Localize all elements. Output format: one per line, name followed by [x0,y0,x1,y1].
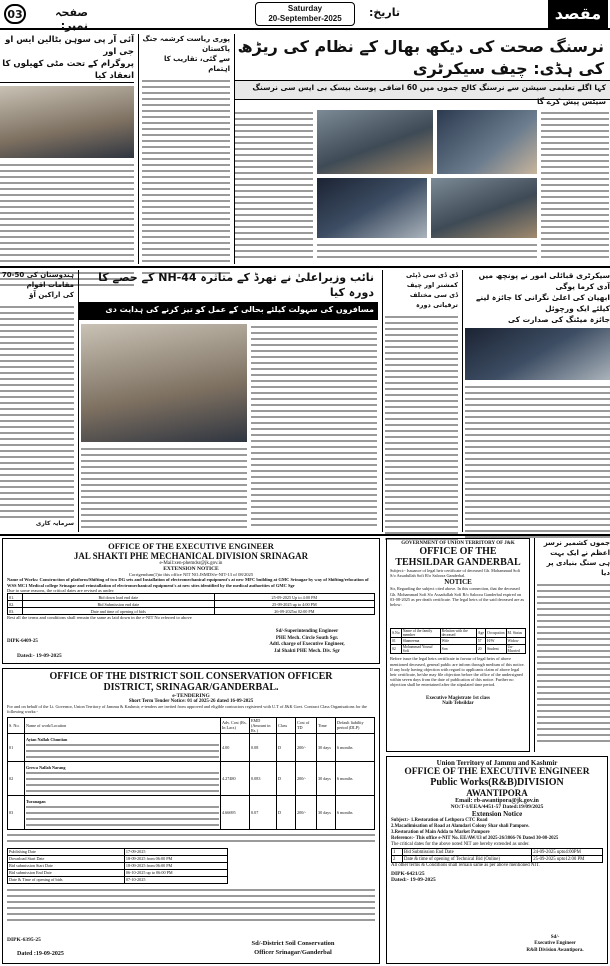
mid-left-head3: سرمایہ کاری [35,520,74,527]
ad4-ut: Union Territory of Jammu and Kashmir [436,759,558,767]
news-col-2-headline: پوری ریاست کرشمہ جنگ پاکستان [142,35,230,53]
ad4-item-4: Reference:- This office e-NIT No. EE/AW/13 of 2025-26/3866-76 Dated 30-08-2025 [391,836,559,841]
table-cell: 30 days [317,761,336,795]
lead-story [234,34,610,264]
table-cell: Bid down load end date [23,594,215,601]
table-cell: 24-09-2025 upto4:00PM [532,849,603,856]
lead-headline: نرسنگ صحت کی دیکھ بھال کے نظام کی ریڑھ کی ہڈی: چیف سیکرٹری [237,37,604,78]
table-cell: 06-10-2025 up to 06:00 PM [124,869,227,876]
ad4-nit: NO:T-1/EEA/4451-57 Dated:19/09/2025 [450,804,544,810]
ad-pwd-awantipora [386,756,608,964]
ad3-title: OFFICE OF THE [419,546,497,557]
side-right-text [537,582,610,742]
lead-photo-3 [317,178,427,238]
ad4-notice: Extension Notice [471,810,523,818]
ad2-title2: DISTRICT, SRINAGAR/GANDERBAL. [103,682,279,693]
ad3-subject: Subject:- Issuance of legal heir certificate of deceased Gh. Mohammad Sofi S/o Assadullah Sofi R/o Saloora Ganderbal. [390,568,521,579]
center-small-text [385,314,458,542]
lead-text-bottom [317,242,537,260]
table-row [392,856,603,863]
news-col-2-text [142,78,230,278]
table-cell: Bid submission Start Date [8,862,125,869]
ad4-ref: DIPK-6421/25 [391,871,425,877]
ad1-sign1: Sd/-Superintending Engineer [275,629,339,634]
table-header-cell: S. No. [8,717,25,733]
work-description [26,804,219,826]
ad3-gov: GOVERNMENT OF UNION TERRITORY OF J&K [401,541,515,546]
table-cell: 4.27480 [221,761,250,795]
table-cell: Bid Submission end date [23,601,215,608]
table-cell: 26-09-2025at 02:00 PM [214,608,374,615]
table-header-cell: M. Status [506,629,525,638]
table-cell [25,761,221,795]
table-header-cell: Class [277,717,296,733]
table-cell: 01 [8,733,25,761]
ad4-title3: AWANTIPORA [466,788,528,798]
table-cell: D [277,795,296,829]
center-small-head2: ڈی سی مختلف ترقیاتی دورہ [409,291,458,309]
work-name: Grewa Nallah Narang [26,764,66,770]
table-cell: 200/- [296,795,317,829]
table-row [8,862,228,869]
ad2-title: OFFICE OF THE DISTRICT SOIL CONSERVATION OFFICER [49,671,333,682]
table-cell: 2 [392,856,403,863]
table-row [8,594,375,601]
logo-text: مقصد [554,4,602,23]
page-number: 03 [4,4,26,24]
second-text-bottom [81,446,247,529]
ad2-tendering: e-TENDERING [172,693,210,699]
right-news-photo [465,328,610,380]
table-cell: 02 [8,761,25,795]
table-cell: Date and time of opening of bids [23,608,215,615]
lead-text-right [541,110,609,260]
right-news [462,270,610,532]
ad4-sign1: Sd/- [550,935,560,940]
ad4-sign3: R&B Division Awantipora. [526,947,584,953]
lead-subhead: کہا اگلے تعلیمی سیشن سے نرسنگ کالج جموں میں 60 اضافی پوسٹ بیسک بی ایس سی نرسنگ سیٹس پیش کرے گا [235,80,610,100]
ad1-sign4: Jal Shakti PHE Mech. Div. Sgr [274,648,340,654]
ad3-notice: NOTICE [444,578,472,587]
news-col-2 [138,34,230,264]
table-header-cell: Default liability period (DLP) [336,717,375,733]
ad4-dated: Dated:- 19-09-2025 [391,877,436,883]
side-right-news [534,538,610,752]
second-headline: نائب وزیراعلیٰ نے تھرڈ کے متاثرہ NH-44 کے حصے کا دورہ کیا [98,271,374,299]
table-row [8,733,375,761]
ad3-body2: Before issue the legal heirs certificate in favour of legal heirs of above mentioned deceased, general public are inform through medium of this notice. If any body having objection with regard to applicants claim of above legal heir certificate, he/she may file objection before the office of the undersigned within seven days from the date of publication of this notice. Further no objection shall be entertained after the stipulated time period. [390,656,525,688]
ad1-rest: Rest all the terms and conditions shall remain the same as laid down in the e-NIT No referred to above [7,615,192,621]
ad3-sign1: Executive Magistrate 1st class [425,696,490,702]
ad4-item-1: Subject:- 1.Restoration of Lethpora CTC Road [391,818,488,823]
lead-photo-4 [431,178,537,238]
table-cell: Bid submission End Date [8,869,125,876]
work-description [26,770,219,792]
table-cell [25,733,221,761]
ad2-dates-table [7,848,228,884]
table-header-row [8,717,375,733]
news-col-1 [0,34,134,264]
table-row [391,638,526,645]
table-cell: 0.08 [250,733,277,761]
table-cell: 0.083 [250,761,277,795]
table-row [8,601,375,608]
table-row [392,849,603,856]
ad4-sign2: Executive Engineer [534,941,576,947]
ad2-works-table [7,717,375,830]
table-cell: Bid Submission End Date [403,849,532,856]
table-cell: Widow [506,638,525,645]
table-cell: H/W [486,638,507,645]
ad1-title: OFFICE OF THE EXECUTIVE ENGINEER [108,541,274,551]
ad-tehsildar [386,538,530,752]
table-row [8,855,228,862]
table-cell: Publishing Date [8,848,125,855]
table-cell: Student [486,645,507,654]
table-cell: D [277,733,296,761]
table-header-cell: Adv. Cost (Rs. In Lacs) [221,717,250,733]
table-row [391,645,526,654]
date-label: 20-September-2025 [268,14,342,23]
ad4-email: Email: rb-awantipora@jk.gov.in [455,798,539,804]
ad1-dated: Dated:- 19-09-2025 [17,653,62,659]
ad2-notice: Short Term Tender Notice: 01 of 2025-26 dated 16-09-2025 [128,699,254,704]
table-cell: Son [440,645,476,654]
ad2-sign1: Sd/-District Soil Conservation [251,940,335,947]
ad2-sign2: Officer Srinagar/Ganderbal [254,949,332,956]
ad1-due: Due to some reasons, the critical dates are revised as under: [7,588,115,594]
side-right-head: جموں کشمیر نرسز اعظم نے ایک بہت ہی سنگ بنیادی پر دیا [543,539,610,577]
table-cell: 1 [392,849,403,856]
work-description [26,742,219,758]
ad3-title2: TEHSILDAR GANDERBAL [395,557,521,568]
masthead [0,0,610,30]
table-header-cell: Relation with the deceased [440,629,476,638]
table-cell: D [277,761,296,795]
date-caption: تاریخ: [368,6,400,19]
table-cell: 03 [8,795,25,829]
table-row [8,761,375,795]
table-cell: 25-09-2025 upto12:00 PM [532,856,603,863]
ad2-instructions-text [7,887,375,925]
table-cell: 07-10-2025 [124,876,227,883]
table-cell: 02 [391,645,402,654]
table-cell: 0.07 [250,795,277,829]
news-col-2-headline2: سے گئی، تقاریب کا اہتمام [163,55,230,73]
second-story [78,270,378,532]
table-cell: 6 months [336,795,375,829]
table-cell: Wife [440,638,476,645]
section-divider-1 [0,266,610,268]
ad1-title2: JAL SHAKTI PHE MECHANICAL DIVISION SRINAGAR [73,551,309,561]
ad4-signature [505,935,605,954]
ad4-critical: The critical dates for the above noted NIT are hereby extended as under. [391,842,530,847]
news-col-1-headline2: پروگرام کے تحت مٹی کھیلوں کا انعقاد کیا [0,58,134,83]
lead-photo-2 [437,110,537,174]
mid-left-head2: کی اراکین آؤ [29,291,74,299]
right-news-head3: جائزہ میٹنگ کی صدارت کی [508,315,610,324]
table-cell: 18-09-2025 from 06:00 PM [124,862,227,869]
second-photo [81,324,247,442]
table-cell: 4.00 [221,733,250,761]
table-cell [25,795,221,829]
ad1-sign3: Adtl. charge of Executive Engineer, [269,642,345,648]
section-divider-2 [0,534,610,536]
table-row [8,869,228,876]
table-row [8,608,375,615]
ad2-ref: DIPK-6395-25 [7,937,41,943]
center-small-news [382,270,458,532]
table-header-cell: Time [317,717,336,733]
ad1-notice: EXTENSION NOTICE [163,566,219,572]
ad-jal-shakti [2,538,380,664]
table-cell: 02. [8,601,23,608]
ad1-sign2: PHE Mech. Circle South Sgr. [275,635,339,641]
center-small-head: ڈی ڈی سی ڈپٹی کمشنر اور چیف [405,271,458,289]
table-row [8,795,375,829]
ad4-title2: Public Works(R&B)DIVISION [430,777,564,788]
table-cell: 200/- [296,733,317,761]
table-cell: 6 months [336,761,375,795]
table-header-cell: Age [476,629,485,638]
table-header-cell: Name of work/Location [25,717,221,733]
table-cell: 200/- [296,761,317,795]
table-cell: 25-09-2025 up to 4:00 PM [214,601,374,608]
table-cell: Date & time of opening of Technical Bid (Online) [403,856,532,863]
mid-left-head: ہندوستان کی 50-70 مقامات اقوام [1,271,74,289]
lead-text-left [235,110,313,260]
table-cell: Un-Married [506,645,525,654]
ad3-heirs-table [390,628,526,654]
ad-soil-conservation [2,668,380,964]
table-row [8,848,228,855]
lead-photo-1 [317,110,433,174]
ad2-dated: Dated :19-09-2025 [17,951,64,957]
right-news-head: سیکرٹری قبائلی امور نے پونچھ میں آدی کرما یوگی [478,271,610,291]
second-subhead: مسافروں کی سہولت کیلئے بحالی کے عمل کو تیز کرنے کی ہدایت دی [79,302,378,320]
work-name: Turanagan [26,798,46,804]
mid-left-text [0,304,74,519]
ad4-title: OFFICE OF THE EXECUTIVE ENGINEER [404,767,590,777]
ad2-signature [213,939,373,957]
table-cell: 30 days [317,733,336,761]
table-cell: 01 [391,638,402,645]
ad3-sign2: Naib Tehsildar [442,701,474,707]
news-col-1-photo [0,86,134,158]
right-news-head2: ابھیان کی اعلیٰ نگرانی کا جائزہ لینے کیلئے ایک ورچوئل [475,293,610,313]
table-cell: 25-09-2025 Up to 4:00 PM [214,594,374,601]
ad4-item-2: 2.Macadimisation of Road at Alamdari Colony Shar shali Pampore. [391,824,530,829]
ad4-item-3: 3.Restoration of Main Adda to Market Pampore [391,830,490,835]
table-cell: Mohammad Yousuf Sofi [401,645,440,654]
table-header-cell: S.No [391,629,402,638]
ad2-intro: For and on behalf of the Lt. Governor, Union Territory of Jammu & Kashmir, e-tenders are invited from approved and eligible contractors registered with U.T of J&K Govt. Contract Class Organisations for the following works:- [7,704,367,715]
table-cell: 01. [8,594,23,601]
date-box [255,2,355,26]
table-header-cell: Cost of TD [296,717,317,733]
table-header-row [391,629,526,638]
table-cell: 03. [8,608,23,615]
table-cell: Shameema [401,638,440,645]
mid-left-news [0,270,74,532]
table-cell: 6 months [336,733,375,761]
ad2-terms-text [7,832,375,846]
ad1-ref: DIPK-6409-25 [7,639,38,644]
ad1-corrigendum: Corrigendum(1)to this office NIT NO.JSMDS/e-NIT-13 of 08/2025 [128,572,254,577]
ad4-rest: All other terms & Conditions shall remain same as per above mentioned NIT. [391,863,540,868]
ad1-email: e-Mail:xen-phemdsr@jk.gov.in [159,561,223,566]
table-cell: 30 days [317,795,336,829]
news-col-1-headline: آئی آر پی سوہن بٹالین ایس او جی اور [5,35,134,57]
table-cell: 18-09-2025 from 06:00 PM [124,855,227,862]
table-cell: Date & Time of opening of bids [8,876,125,883]
ad1-signature [239,629,375,655]
newspaper-logo [548,0,608,28]
page-number-badge [4,4,88,32]
table-header-cell: Name of the family member [401,629,440,638]
ad4-dates-table [391,848,603,863]
ad3-body: Sir, Regarding the subject cited above. In this connection, that the deceased Gh. Mohammad Sofi S/o Assadullah Sofi R/o Saloora Ganderbal expired on 03-08-2025 as per death certificate. The legal heirs of the said deceased are as below: [390,586,525,608]
table-cell: Download Start Date [8,855,125,862]
right-news-text [465,384,610,542]
ad1-work: Name of Works: Construction of platform/Shifting of two DG sets and Installation of electromechanical equipment's at new MFC building at GMC Srinagar by way of Shifting/relocation of WSS MC1 Medical college Srinagar and reinstallation of electromechanical equipment's at new sites identified by the medical authorities of GMC Sgr [7,577,369,588]
table-cell: 17-09-2025 [124,848,227,855]
table-header-cell: EMD (Amount in Rs.) [250,717,277,733]
work-name: Ayian Nallah Chuntian [26,736,68,742]
second-text-right [251,324,377,529]
table-row [8,876,228,883]
ad1-table [7,593,375,615]
table-cell: 4.66695 [221,795,250,829]
page-label: صفحہ نمبر: [55,6,88,32]
day-label: Saturday [287,4,323,13]
table-cell: 57 [476,638,485,645]
table-header-cell: Occupation [486,629,507,638]
table-cell: 20 [476,645,485,654]
